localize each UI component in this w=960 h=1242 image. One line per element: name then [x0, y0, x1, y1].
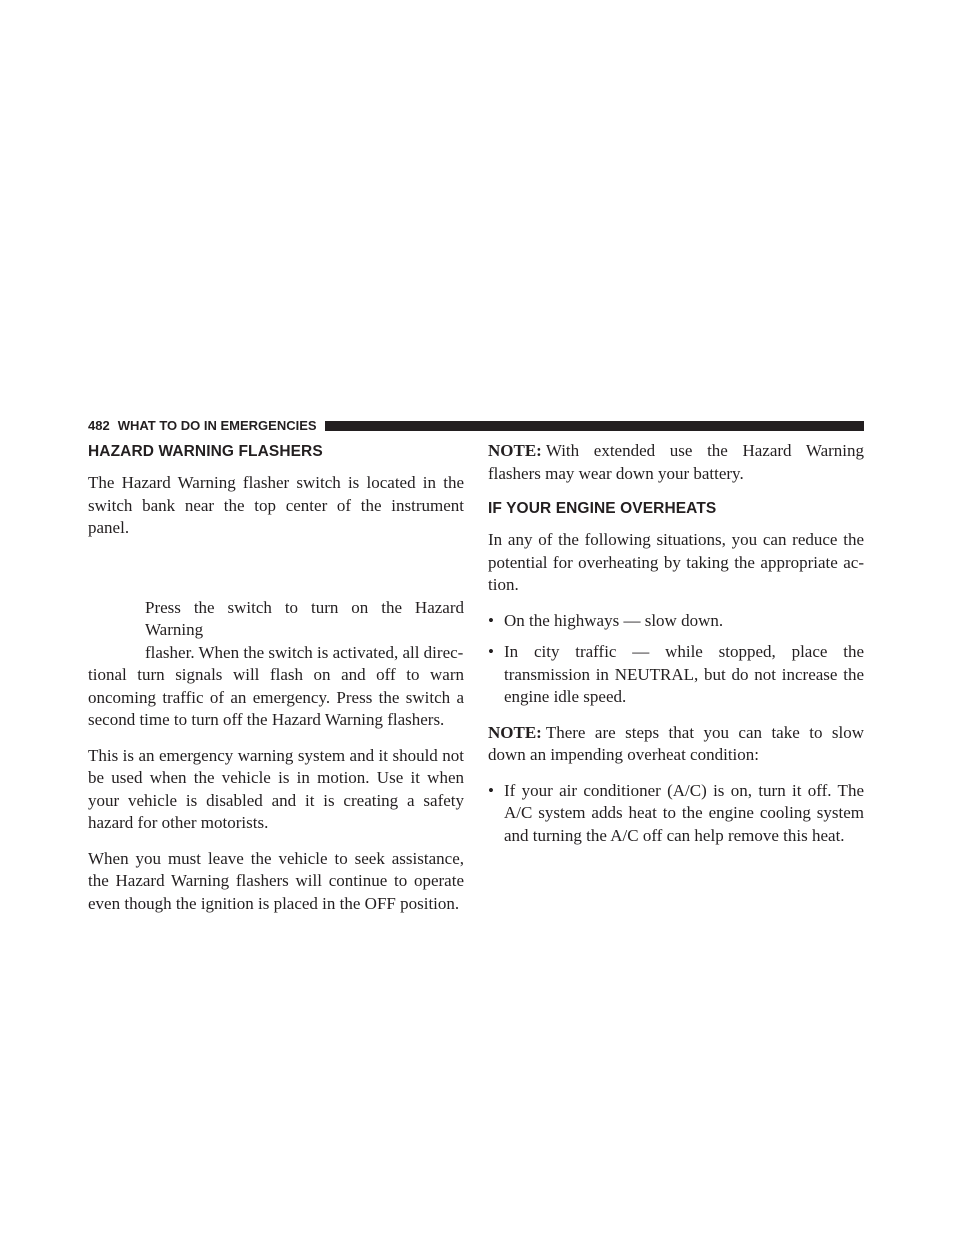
paragraph-leave-vehicle: When you must leave the vehicle to seek assistance, the Hazard Warning flashers will continue to operate even though the ignition is placed in the OFF position. [88, 848, 464, 913]
overheat-steps-list [488, 780, 864, 848]
header-rule [325, 421, 864, 431]
note-battery [488, 440, 864, 485]
paragraph-press-switch-rest: tional turn signals will flash on and off to warn oncoming traffic of an emergency. Press the switch a second time to turn off the Hazard Warning flashers. [88, 665, 464, 729]
paragraph-press-switch [88, 597, 464, 732]
note-label: NOTE: [488, 722, 542, 742]
bullet-glyph: • [488, 642, 494, 661]
left-column [88, 440, 464, 928]
heading-hazard-warning-flashers: HAZARD WARNING FLASHERS [88, 443, 323, 460]
list-item: • On the highways — slow down. [488, 610, 864, 633]
section-title: WHAT TO DO IN EMERGENCIES [117, 418, 317, 433]
running-header [88, 418, 864, 434]
right-column [488, 440, 864, 860]
note-battery-text: With extended use the Hazard Warning flashers may wear down your battery. [488, 441, 864, 483]
note-overheat-steps [488, 722, 864, 767]
paragraph-press-switch-line1: Press the switch to turn on the Hazard Warning [145, 597, 464, 639]
paragraph-switch-location: The Hazard Warning flasher switch is located in the switch bank near the top center of the instrument panel. [88, 473, 464, 537]
list-item: • In city traffic — while stopped, place the transmission in NEUTRAL, but do not increase the engine idle speed. [488, 642, 864, 706]
bullet-glyph: • [488, 780, 494, 800]
paragraph-overheat-intro: In any of the following situations, you can reduce the potential for overheating by taking the appropriate ac- tion. [488, 530, 864, 594]
page-number: 482 [88, 418, 110, 433]
note-label: NOTE: [488, 441, 542, 460]
note-overheat-steps-text: There are steps that you can take to slow down an impending overheat condition: [488, 722, 864, 764]
bullet-glyph: • [488, 610, 494, 630]
paragraph-emergency-system: This is an emergency warning system and it should not be used when the vehicle is in motion. Use it when your vehicle is disabled and it is creating a safety hazard for other motorists. [88, 745, 464, 832]
overheat-situations-list [488, 610, 864, 709]
list-item: • If your air conditioner (A/C) is on, turn it off. The A/C system adds heat to the engine cooling system and turning the A/C off can help remove this heat. [488, 780, 864, 845]
heading-engine-overheats: IF YOUR ENGINE OVERHEATS [488, 500, 717, 517]
paragraph-press-switch-line2: flasher. When the switch is activated, all direc- [145, 642, 464, 662]
hazard-icon-space [88, 553, 464, 597]
